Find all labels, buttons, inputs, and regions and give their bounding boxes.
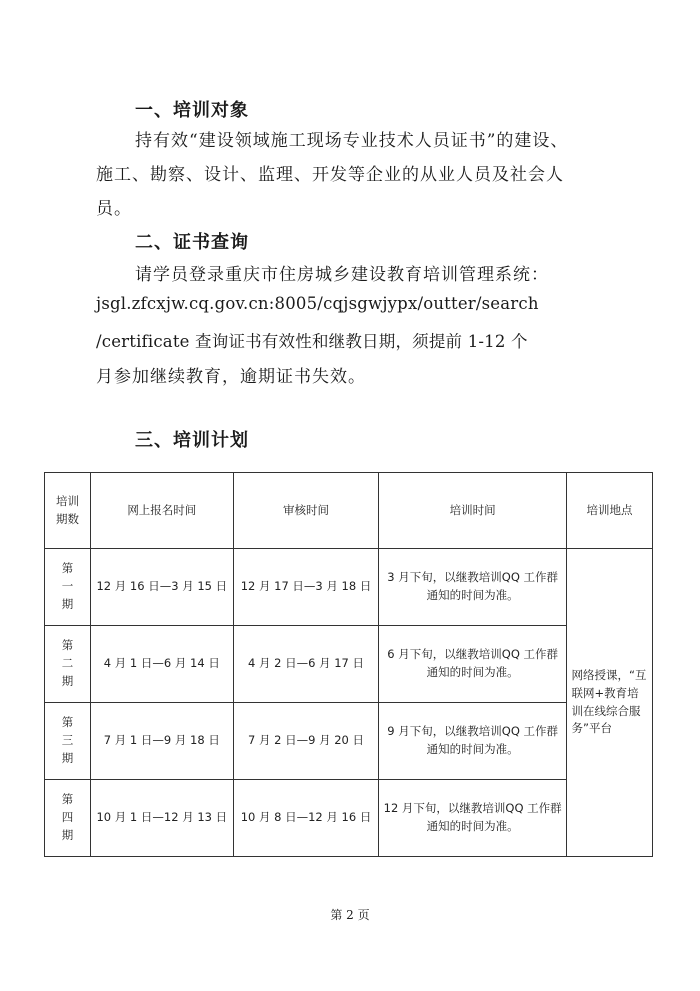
signup-cell: 7 月 1 日—9 月 18 日 (90, 703, 233, 780)
review-cell: 7 月 2 日—9 月 20 日 (233, 703, 379, 780)
paragraph-line: 请学员登录重庆市住房城乡建设教育培训管理系统： (135, 265, 549, 285)
period-cell: 第一期 (45, 549, 91, 626)
signup-cell: 10 月 1 日—12 月 13 日 (90, 780, 233, 857)
review-cell: 10 月 8 日—12 月 16 日 (233, 780, 379, 857)
paragraph-line: 持有效“建设领域施工现场专业技术人员证书”的建设、 (135, 131, 569, 151)
header-signup-time: 网上报名时间 (90, 473, 233, 549)
signup-cell: 12 月 16 日—3 月 15 日 (90, 549, 233, 626)
signup-cell: 4 月 1 日—6 月 14 日 (90, 626, 233, 703)
paragraph-line: 员。 (96, 199, 132, 219)
query-url-line: jsgl.zfcxjw.cq.gov.cn:8005/cqjsgwjypx/outter/search (96, 294, 539, 313)
training-time-cell: 3 月下旬，以继教培训QQ 工作群通知的时间为准。 (379, 549, 567, 626)
table-row (45, 780, 653, 857)
header-period: 培训期数 (45, 473, 91, 549)
header-review-time: 审核时间 (233, 473, 379, 549)
period-cell: 第二期 (45, 626, 91, 703)
table-header-row (45, 473, 653, 549)
paragraph-line: 施工、勘察、设计、监理、开发等企业的从业人员及社会人 (96, 165, 564, 185)
period-cell: 第四期 (45, 780, 91, 857)
paragraph-line: 月参加继续教育，逾期证书失效。 (96, 367, 366, 387)
section-heading-training-plan: 三、培训计划 (135, 430, 249, 451)
table-row (45, 549, 653, 626)
review-cell: 4 月 2 日—6 月 17 日 (233, 626, 379, 703)
training-plan-table (44, 472, 653, 857)
training-time-cell: 9 月下旬，以继教培训QQ 工作群通知的时间为准。 (379, 703, 567, 780)
training-time-cell: 6 月下旬，以继教培训QQ 工作群通知的时间为准。 (379, 626, 567, 703)
training-time-cell: 12 月下旬，以继教培训QQ 工作群通知的时间为准。 (379, 780, 567, 857)
section-heading-training-targets: 一、培训对象 (135, 100, 249, 121)
section-heading-certificate-query: 二、证书查询 (135, 232, 249, 253)
location-cell: 网络授课，“互联网+教育培训在线综合服务”平台 (566, 549, 652, 857)
table-row (45, 703, 653, 780)
header-training-time: 培训时间 (379, 473, 567, 549)
page-number: 第 2 页 (330, 908, 370, 922)
period-cell: 第三期 (45, 703, 91, 780)
table-row (45, 626, 653, 703)
review-cell: 12 月 17 日—3 月 18 日 (233, 549, 379, 626)
header-location: 培训地点 (566, 473, 652, 549)
query-url-continuation: /certificate 查询证书有效性和继教日期，须提前 1-12 个 (96, 332, 528, 351)
